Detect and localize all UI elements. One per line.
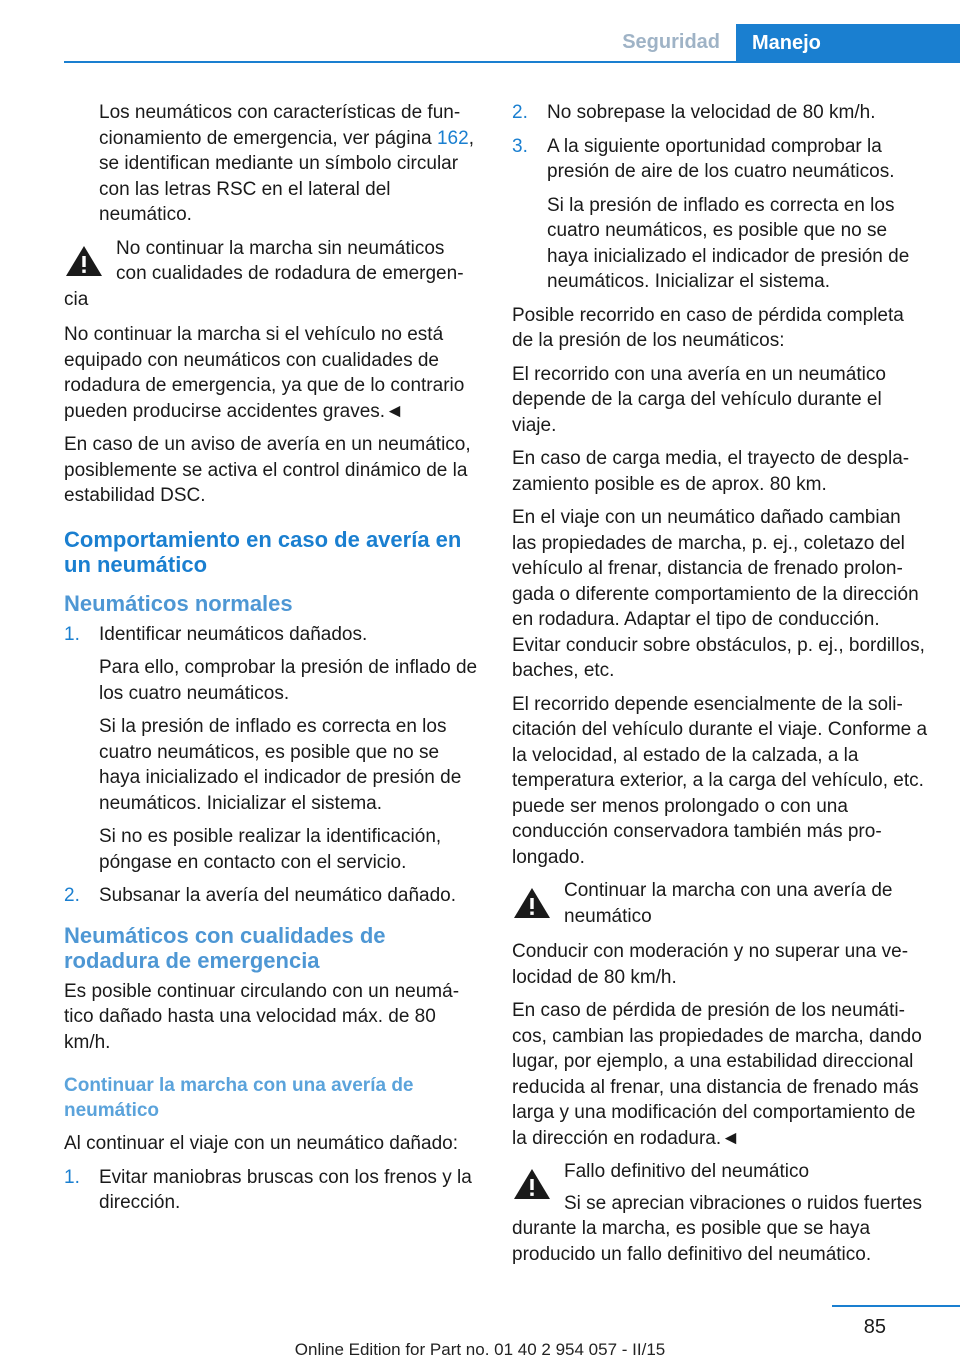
list-item — [64, 1165, 480, 1216]
tab-manejo[interactable]: Manejo — [736, 24, 960, 62]
header-bar — [0, 24, 960, 62]
tab-seguridad[interactable]: Seguridad — [602, 24, 736, 61]
list-text: A la siguiente oportunidad comprobar la presión de aire de los cuatro neumáticos. — [547, 135, 895, 182]
continue-paragraph: Al continuar el viaje con un neumático dañado: — [64, 1133, 458, 1154]
list-item — [512, 100, 928, 126]
warning-body: Si se aprecian vibraciones o ruidos fuertes durante la marcha, es posible que se haya producido un fallo definitivo del neumático. — [512, 1192, 923, 1265]
loss-paragraph: Posible recorrido en caso de pérdida completa de la presión de los neumáticos: — [512, 304, 904, 351]
warning-block — [512, 878, 928, 935]
depends-paragraph: El recorrido con una avería en un neumático depende de la carga del vehículo durante el viaje. — [512, 363, 886, 436]
warning-block — [512, 1159, 928, 1267]
rsc-paragraph: Es posible continuar circulando con un neumático dañado hasta una velocidad máx. de 80 km/h. — [64, 980, 460, 1053]
handling-paragraph: En el viaje con un neumático dañado cambian las propiedades de marcha, p. ej., coletazo del vehículo al frenar, distancia de frenado prolongada o diferente comportamiento de la dirección en rodadura. Adaptar el tipo de conducción. Evitar conducir sobre obstáculos, p. ej., bordillos, baches, etc. — [512, 507, 925, 681]
list-item — [64, 622, 480, 876]
intro-text: Los neumáticos con características de funcionamiento de emergencia, ver página — [99, 102, 461, 149]
list-number: 1. — [64, 623, 80, 645]
intro-paragraph — [64, 100, 480, 228]
steps-list-normal — [64, 622, 480, 909]
warning-block — [64, 236, 480, 319]
dsc-paragraph: En caso de un aviso de avería en un neumático, posiblemente se activa el control dinámico de la estabilidad DSC. — [64, 434, 471, 506]
warning-title: No continuar la marcha sin neumáticos con cualidades de rodadura de emergencia — [64, 237, 464, 310]
warning-icon — [512, 886, 552, 920]
warning-body: Conducir con moderación y no superar una velocidad de 80 km/h. — [512, 941, 909, 988]
edition-footer: Online Edition for Part no. 01 40 2 954 057 - II/15 — [294, 1340, 666, 1359]
list-text: Identificar neumáticos dañados. — [99, 623, 368, 645]
list-item — [512, 134, 928, 295]
list-number: 2. — [512, 102, 528, 123]
list-text: Si no es posible realizar la identificación, póngase en contacto con el servicio. — [99, 826, 442, 873]
warning-icon — [64, 244, 104, 278]
range-paragraph: El recorrido depende esencialmente de la solicitación del vehículo durante el viaje. Conforme a la velocidad, al estado de la calzada, a la temperatura exterior, a la carga del vehículo, etc. puede ser menos prolongado o con una conducción conservadora también más prolongado. — [512, 693, 928, 868]
list-text: Evitar maniobras bruscas con los frenos y la dirección. — [99, 1166, 472, 1213]
list-number: 2. — [64, 885, 80, 906]
list-text: Si la presión de inflado es correcta en los cuatro neumáticos, es posible que no se haya inicializado el indicador de presión de neumáticos. Inicializar el sistema. — [547, 194, 910, 292]
warning-body: No continuar la marcha si el vehículo no está equipado con neumáticos con cualidades de rodadura de emergencia, ya que de lo contrario pueden producirse accidentes graves.◄ — [64, 324, 465, 422]
left-column — [64, 100, 480, 1224]
page-number: 85 — [863, 1316, 886, 1338]
subsection-heading-normal: Neumáticos normales — [64, 590, 293, 616]
intro-text-end: , se identifican mediante un símbolo circular con las letras RSC en el lateral del neumático. — [99, 127, 474, 225]
list-number: 1. — [64, 1166, 80, 1188]
list-text: Si la presión de inflado es correcta en los cuatro neumáticos, es posible que no se haya inicializado el indicador de presión de neumáticos. Inicializar el sistema. — [99, 716, 462, 814]
footer-rule — [832, 1305, 960, 1307]
medium-load-paragraph: En caso de carga media, el trayecto de desplazamiento posible es de aprox. 80 km. — [512, 448, 910, 495]
list-text: Subsanar la avería del neumático dañado. — [99, 885, 457, 906]
subsubsection-heading: Continuar la marcha con una avería de neumático — [64, 1075, 414, 1121]
list-number: 3. — [512, 135, 528, 157]
page-link[interactable]: 162 — [436, 127, 469, 149]
warning-title: Continuar la marcha con una avería de neumático — [564, 880, 893, 927]
section-heading: Comportamiento en caso de avería en un neumático — [64, 526, 462, 577]
subsection-heading-rsc: Neumáticos con cualidades de rodadura de emergencia — [64, 922, 386, 973]
list-item — [64, 883, 480, 909]
list-text: No sobrepase la velocidad de 80 km/h. — [547, 102, 876, 123]
list-text: Para ello, comprobar la presión de inflado de los cuatro neumáticos. — [99, 657, 478, 704]
warning-body: En caso de pérdida de presión de los neumáticos, cambian las propiedades de marcha, dando lugar, por ejemplo, a una estabilidad direccional reducida al frenar, una distancia de frenado más larga y una modificación del comportamiento de la dirección en rodadura.◄ — [512, 1000, 922, 1149]
right-column — [512, 100, 928, 1271]
warning-icon — [512, 1167, 552, 1201]
warning-title: Fallo definitivo del neumático — [564, 1161, 810, 1182]
